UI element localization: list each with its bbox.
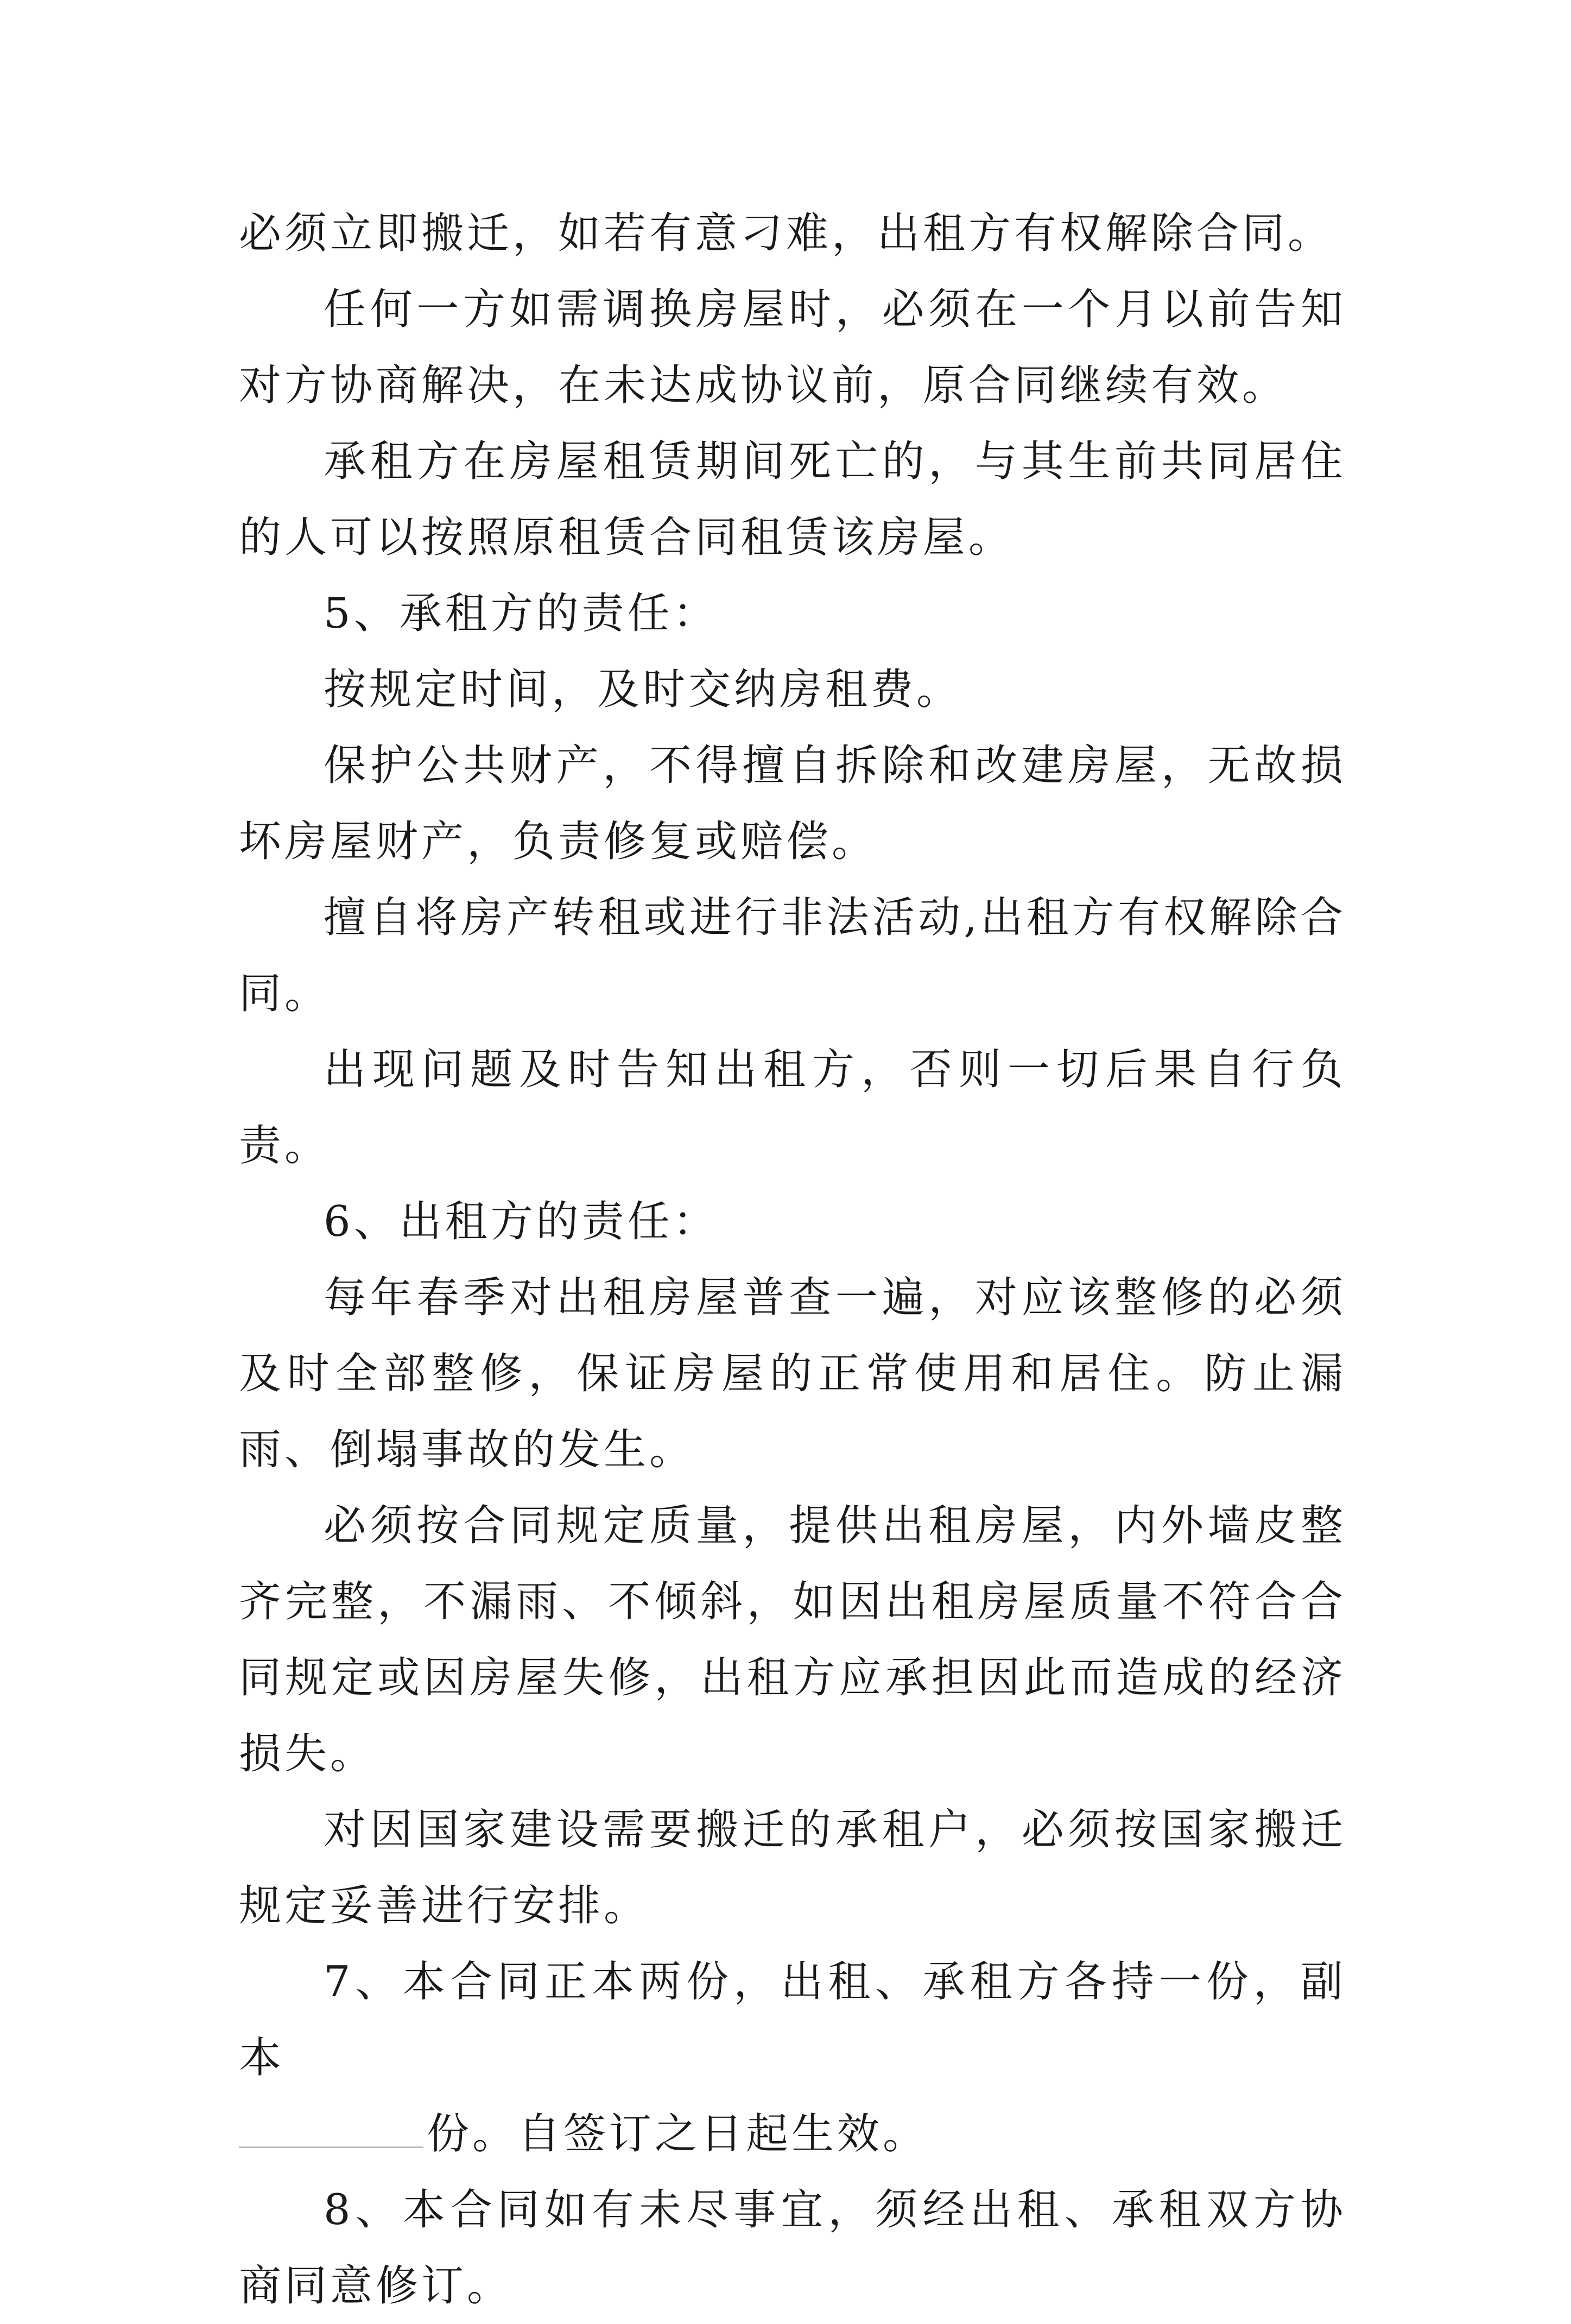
copies-blank-line [239, 2108, 423, 2148]
clause-copies-effective: 份。自签订之日起生效。 [427, 2110, 929, 2158]
paragraph-annual-inspection: 每年春季对出租房屋普查一遍，对应该整修的必须及时全部整修，保证房屋的正常使用和居住。防止漏雨、倒塌事故的发生。 [239, 1273, 1346, 1474]
paragraph-pay-rent: 按规定时间，及时交纳房租费。 [324, 665, 962, 714]
clause-copies-text: 7、本合同正本两份，出租、承租方各持一份，副本 [239, 1957, 1346, 2082]
clause-copies [239, 1944, 1346, 2172]
paragraph-house-exchange: 任何一方如需调换房屋时，必须在一个月以前告知对方协商解决，在未达成协议前，原合同继续有效。 [239, 285, 1346, 410]
paragraph-tenant-death: 承租方在房屋租赁期间死亡的，与其生前共同居住的人可以按照原租赁合同租赁该房屋。 [239, 437, 1346, 562]
paragraph-quality-guarantee: 必须按合同规定质量，提供出租房屋，内外墙皮整齐完整，不漏雨、不倾斜，如因出租房屋质量不符合合同规定或因房屋失修，出租方应承担因此而造成的经济损失。 [239, 1501, 1346, 1778]
document-body [239, 195, 1346, 2324]
heading-landlord-duties: 6、出租方的责任： [324, 1197, 719, 1246]
paragraph-report-issues: 出现问题及时告知出租方，否则一切后果自行负责。 [239, 1045, 1346, 1170]
paragraph-protect-property: 保护公共财产，不得擅自拆除和改建房屋，无故损坏房屋财产，负责修复或赔偿。 [239, 741, 1346, 866]
paragraph-relocation: 必须立即搬迁，如若有意刁难，出租方有权解除合同。 [239, 209, 1334, 258]
paragraph-state-relocation: 对因国家建设需要搬迁的承租户，必须按国家搬迁规定妥善进行安排。 [239, 1805, 1346, 1930]
heading-tenant-duties: 5、承租方的责任： [324, 589, 719, 638]
clause-amendments: 8、本合同如有未尽事宜，须经出租、承租双方协商同意修订。 [239, 2186, 1346, 2310]
paragraph-no-sublet: 擅自将房产转租或进行非法活动,出租方有权解除合同。 [239, 893, 1346, 1018]
